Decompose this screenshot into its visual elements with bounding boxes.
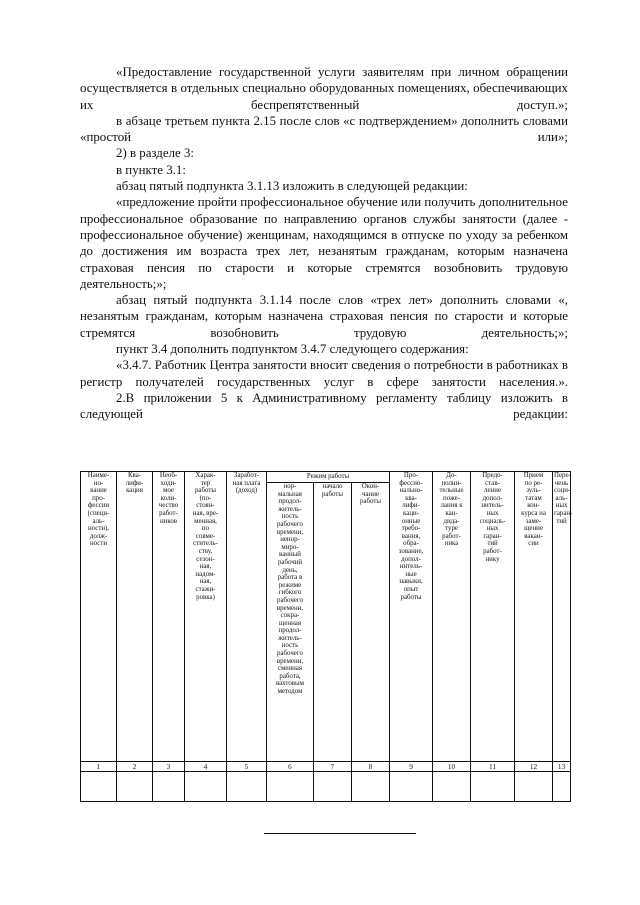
table-cell (267, 772, 314, 802)
table-cell (390, 772, 433, 802)
column-number: 13 (553, 762, 571, 772)
column-number: 3 (153, 762, 185, 772)
table-cell (515, 772, 553, 802)
paragraph: «3.4.7. Работник Центра занятости вносит сведения о потребности в работниках в регистр получателей государственных услуг в сфере занятости населения.». (80, 358, 568, 389)
column-number: 5 (227, 762, 267, 772)
paragraph: 2) в разделе 3: (116, 146, 194, 161)
column-number: 6 (267, 762, 314, 772)
group-header: Режим работы (267, 472, 390, 483)
table-cell (471, 772, 515, 802)
column-number: 1 (81, 762, 117, 772)
table-cell (352, 772, 390, 802)
table-header-row (81, 472, 571, 483)
column-header: нор- мальная продол- житель- ность рабочего времени, ненор- миро- ванный рабочий день, работа в режиме гибкого рабочего времени, сокра- щенная продол- житель- ность рабочего времени, сменная работа, вахтовым методом (267, 483, 314, 762)
column-number: 10 (433, 762, 471, 772)
table-row (81, 772, 571, 802)
table-cell (553, 772, 571, 802)
document-body (80, 64, 568, 423)
column-number: 4 (185, 762, 227, 772)
column-header: Пере- чень соци- аль- ных гаран- тий (553, 472, 571, 762)
column-number: 11 (471, 762, 515, 772)
table-cell (433, 772, 471, 802)
column-number: 12 (515, 762, 553, 772)
table-cell (81, 772, 117, 802)
paragraph: в пункте 3.1: (116, 162, 186, 177)
column-number: 9 (390, 762, 433, 772)
paragraph: «Предоставление государственной услуги заявителям при личном обращении осуществляется в отдельных специально оборудованных помещениях, обеспечивающих их беспрепятственный доступ.»; (80, 65, 568, 112)
table-cell (185, 772, 227, 802)
column-number: 2 (117, 762, 153, 772)
paragraph: в абзаце третьем пункта 2.15 после слов «с подтверждением» дополнить словами «простой или»; (80, 113, 568, 145)
column-header: Про- фессио- нально- ква- лифи- каци- онные требо- вания, обра- зование, допол- нитель- ные навыки, опыт работы (390, 472, 433, 762)
column-header: До- полни- тельные поже- лания к кан- дида- туре работ- ника (433, 472, 471, 762)
column-header: Харак- тер работы (по- стоян- ная, вре- менная, по совме- ститель- ству, сезон- ная, надом- ная, стажи- ровка) (185, 472, 227, 762)
paragraph: 2.В приложении 5 к Административному регламенту таблицу изложить в следующей редакции: (80, 390, 568, 422)
paragraph: пункт 3.4 дополнить подпунктом 3.4.7 следующего содержания: (116, 342, 469, 357)
column-header: Заработ- ная плата (доход) (227, 472, 267, 762)
paragraph: «предложение пройти профессиональное обучение или получить дополнительное профессиональное образование по направлению органов службы занятости (далее - профессиональное обучение) женщинам, находящимся в отпуске по уходу за ребенком до достижения им возраста трех лет, незанятым гражданам, которым назначена страховая пенсия по старости и которые стремятся возобновить трудовую деятельность;»; (80, 195, 568, 291)
table-number-row (81, 762, 571, 772)
table-cell (153, 772, 185, 802)
column-header: Необ- ходи- мое коли- чество работ- ников (153, 472, 185, 762)
table-cell (117, 772, 153, 802)
column-number: 8 (352, 762, 390, 772)
column-header: Ква- лифи- кация (117, 472, 153, 762)
column-header: начало работы (314, 483, 352, 762)
paragraph: абзац пятый подпункта 3.1.14 после слов «трех лет» дополнить словами «, незанятым гражданам, которым назначена страховая пенсия по старости и которые стремятся возобновить трудовую деятельность;»; (80, 293, 568, 340)
table-cell (227, 772, 267, 802)
vacancy-table (80, 471, 571, 802)
column-header: Прием по ре- зуль- татам кон- курса на заме- щение вакан- сии (515, 472, 553, 762)
column-header: Наиме- но- вание про- фессии (специ- аль- ности), долж- ности (81, 472, 117, 762)
paragraph: абзац пятый подпункта 3.1.13 изложить в следующей редакции: (116, 179, 468, 194)
table-cell (314, 772, 352, 802)
column-header: Окон- чание работы (352, 483, 390, 762)
column-number: 7 (314, 762, 352, 772)
column-header: Предо- став- ление допол- нитель- ных социаль- ных гаран- тий работ- нику (471, 472, 515, 762)
closing-divider (264, 833, 416, 834)
